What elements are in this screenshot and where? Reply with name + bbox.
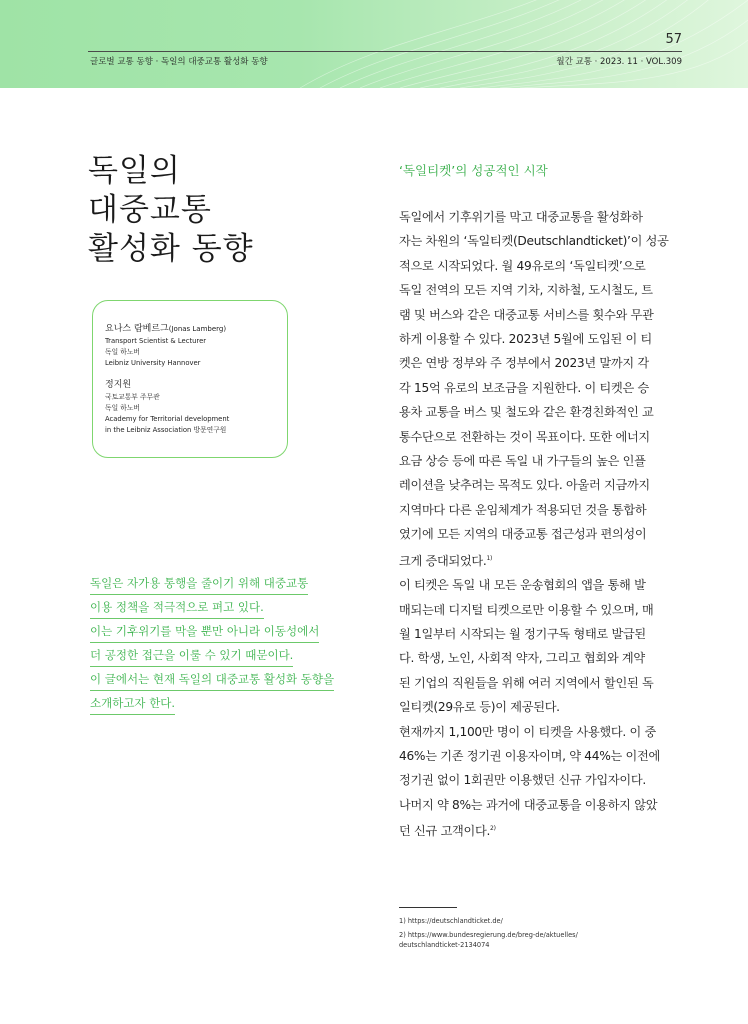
body-line: 자는 차원의 ‘독일티켓(Deutschlandticket)’이 성공 <box>399 234 669 249</box>
body-line: 였기에 모든 지역의 대중교통 접근성과 편의성이 <box>399 527 647 542</box>
author-affiliation: 국토교통부 주무관 <box>105 393 160 401</box>
summary-line: 이는 기후위기를 막을 뿐만 아니라 이동성에서 <box>90 623 319 643</box>
summary-line: 이용 정책을 적극적으로 펴고 있다. <box>90 599 264 619</box>
body-line-text: 크게 증대되었다. <box>399 553 487 568</box>
wave-pattern <box>0 0 748 88</box>
running-header-right: 월간 교통 · 2023. 11 · VOL.309 <box>556 57 682 67</box>
body-line: 램 및 버스와 같은 대중교통 서비스를 횟수와 무관 <box>399 307 654 322</box>
footnote-divider <box>399 907 457 908</box>
body-line-with-footnote <box>399 817 687 843</box>
header-divider <box>88 51 682 52</box>
title-line: 독일의 <box>88 153 181 189</box>
author-name-ko: 정지원 <box>105 380 132 390</box>
author-name <box>105 321 277 334</box>
running-header-left: 글로벌 교통 동향 · 독일의 대중교통 활성화 동향 <box>90 57 268 67</box>
body-line: 된 기업의 직원들을 위해 여러 지역에서 할인된 독 <box>399 675 654 690</box>
footnote-link[interactable]: 2) https://www.bundesregierung.de/breg-de/aktuelles/ <box>399 930 578 939</box>
body-line-text: 던 신규 고객이다. <box>399 824 491 839</box>
footnote-link-continued[interactable]: deutschlandticket-2134074 <box>399 941 490 949</box>
body-line: 매되는데 디지털 티켓으로만 이용할 수 있으며, 매 <box>399 602 654 617</box>
author-name-ko: 요나스 람베르그 <box>105 324 169 334</box>
footnote-marker: 2) <box>490 825 496 833</box>
summary-line: 소개하고자 한다. <box>90 695 175 715</box>
footnote-marker: 1) <box>486 554 493 562</box>
summary-line: 이 글에서는 현재 독일의 대중교통 활성화 동향을 <box>90 671 334 691</box>
article-title <box>88 152 254 269</box>
body-line: 이 티켓은 독일 내 모든 운송협회의 앱을 통해 발 <box>399 578 646 593</box>
author-affiliation: Leibniz University Hannover <box>105 359 201 367</box>
footnotes <box>399 916 578 951</box>
body-line: 요금 상승 등에 따른 독일 내 가구들의 높은 인플 <box>399 454 646 469</box>
body-line: 레이션을 낮추려는 목적도 있다. 아울러 지금까지 <box>399 478 650 493</box>
summary-line: 더 공정한 접근을 이룰 수 있기 때문이다. <box>90 647 293 667</box>
title-line: 대중교통 <box>88 192 212 228</box>
body-line: 나머지 약 8%는 과거에 대중교통을 이용하지 않았 <box>399 797 658 812</box>
author-info-box <box>92 300 288 458</box>
body-line: 일티켓(29유로 등)이 제공된다. <box>399 700 560 715</box>
body-line: 월 1일부터 시작되는 월 정기구독 형태로 발급된 <box>399 626 646 641</box>
body-line: 각 15억 유로의 보조금을 지원한다. 이 티켓은 승 <box>399 380 650 395</box>
author-affiliation: 독일 하노버 <box>105 348 140 356</box>
page-number: 57 <box>665 32 682 47</box>
body-line: 현재까지 1,100만 명이 이 티켓을 사용했다. 이 중 <box>399 724 657 739</box>
body-line: 하게 이용할 수 있다. 2023년 5월에 도입된 이 티 <box>399 332 653 347</box>
summary-line: 독일은 자가용 통행을 줄이기 위해 대중교통 <box>90 575 308 595</box>
footnote-link[interactable]: 1) https://deutschlandticket.de/ <box>399 917 503 925</box>
author-name <box>105 377 277 390</box>
body-line: 46%는 기존 정기권 이용자이며, 약 44%는 이전에 <box>399 748 660 763</box>
body-line: 켓은 연방 정부와 주 정부에서 2023년 말까지 각 <box>399 356 649 371</box>
author-name-en: (Jonas Lamberg) <box>168 325 227 333</box>
body-line: 지역마다 다른 운임체계가 적용되던 것을 통합하 <box>399 502 647 517</box>
article-summary <box>90 575 360 719</box>
body-text <box>399 205 687 844</box>
body-line: 정기권 없이 1회권만 이용했던 신규 가입자이다. <box>399 773 646 788</box>
body-line: 다. 학생, 노인, 사회적 약자, 그리고 협회와 계약 <box>399 651 645 666</box>
body-line: 용차 교통을 버스 및 철도와 같은 환경친화적인 교 <box>399 405 654 420</box>
section-heading: ‘독일티켓’의 성공적인 시작 <box>399 163 548 178</box>
author-affiliation: Transport Scientist & Lecturer <box>105 337 207 345</box>
body-line: 독일 전역의 모든 지역 기차, 지하철, 도시철도, 트 <box>399 283 653 298</box>
author-affiliation: in the Leibniz Association 방문연구원 <box>105 426 227 434</box>
header-banner <box>0 0 748 88</box>
author-affiliation: Academy for Territorial development <box>105 415 230 423</box>
body-line-with-footnote <box>399 547 687 573</box>
title-line: 활성화 동향 <box>88 231 254 267</box>
body-line: 독일에서 기후위기를 막고 대중교통을 활성화하 <box>399 210 643 224</box>
body-line: 통수단으로 전환하는 것이 목표이다. 또한 에너지 <box>399 429 650 444</box>
author-affiliation: 독일 하노버 <box>105 404 140 412</box>
body-line: 적으로 시작되었다. 월 49유로의 ‘독일티켓’으로 <box>399 258 646 273</box>
